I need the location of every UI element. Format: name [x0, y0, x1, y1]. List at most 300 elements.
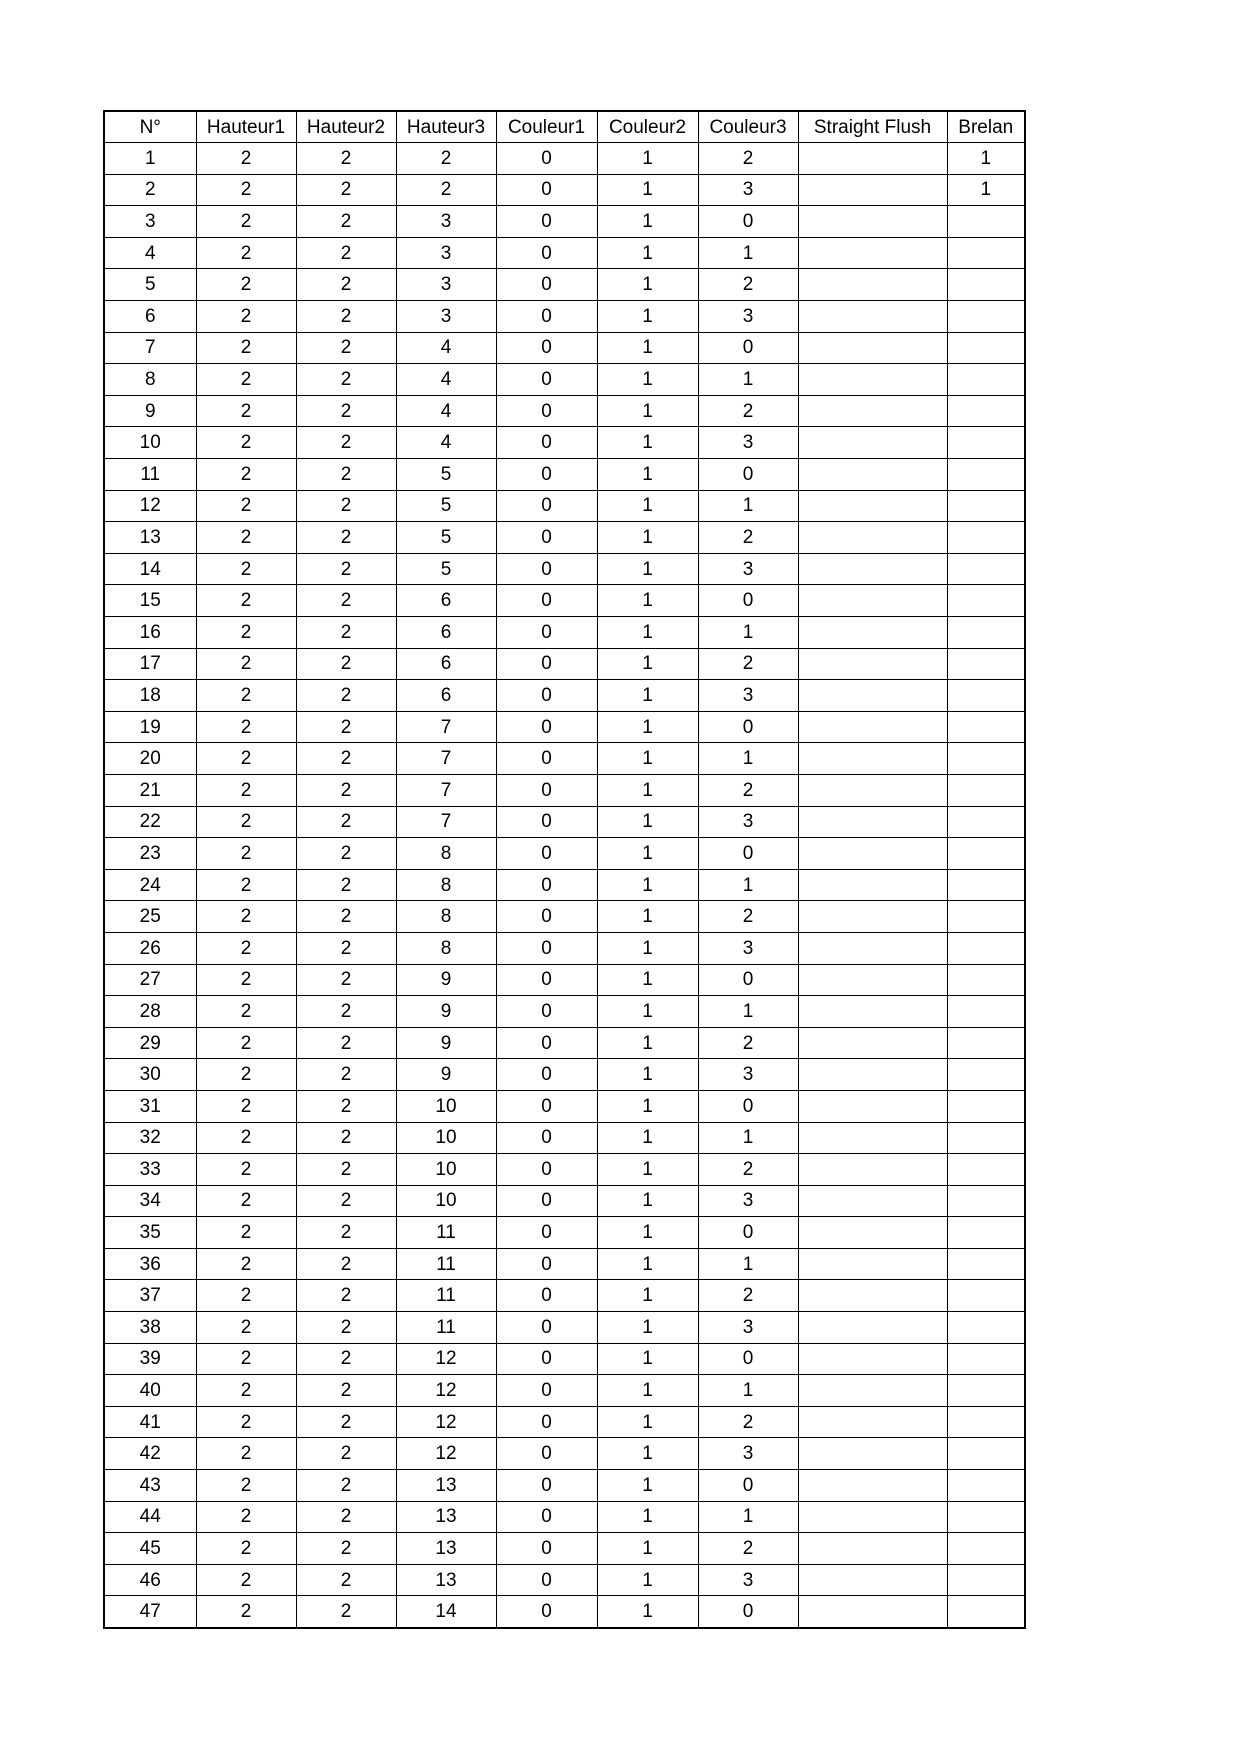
table-cell: 43 — [104, 1470, 196, 1502]
table-cell: 2 — [196, 364, 296, 396]
table-cell: 0 — [496, 1090, 597, 1122]
table-cell: 3 — [698, 1185, 798, 1217]
table-cell: 0 — [496, 206, 597, 238]
table-cell: 2 — [196, 1501, 296, 1533]
table-row — [104, 964, 1025, 996]
table-cell: 34 — [104, 1185, 196, 1217]
table-cell: 1 — [597, 143, 698, 175]
table-cell: 1 — [597, 427, 698, 459]
table-cell: 0 — [496, 364, 597, 396]
table-cell: 25 — [104, 901, 196, 933]
table-cell: 0 — [496, 553, 597, 585]
table-cell: 0 — [496, 1217, 597, 1249]
table-cell — [947, 1533, 1025, 1565]
table-cell — [798, 301, 947, 333]
table-cell: 1 — [597, 806, 698, 838]
table-cell: 4 — [396, 364, 496, 396]
table-cell — [947, 1217, 1025, 1249]
column-header: Couleur1 — [496, 111, 597, 143]
table-cell — [947, 522, 1025, 554]
table-cell: 2 — [196, 1217, 296, 1249]
table-cell: 0 — [496, 174, 597, 206]
table-cell: 2 — [196, 553, 296, 585]
table-cell: 27 — [104, 964, 196, 996]
table-body — [104, 143, 1025, 1628]
table-cell: 1 — [698, 1248, 798, 1280]
table-cell: 2 — [296, 395, 396, 427]
table-cell: 8 — [396, 901, 496, 933]
table-cell — [947, 932, 1025, 964]
table-cell: 0 — [496, 932, 597, 964]
table-cell — [798, 711, 947, 743]
table-cell — [798, 680, 947, 712]
table-cell: 2 — [296, 459, 396, 491]
table-cell: 2 — [296, 301, 396, 333]
table-cell — [947, 1122, 1025, 1154]
column-header: Hauteur3 — [396, 111, 496, 143]
table-row — [104, 585, 1025, 617]
table-cell — [947, 1501, 1025, 1533]
table-row — [104, 459, 1025, 491]
table-cell: 0 — [698, 1217, 798, 1249]
table-header-row — [104, 111, 1025, 143]
table-cell: 2 — [196, 1438, 296, 1470]
table-cell: 0 — [496, 237, 597, 269]
table-row — [104, 901, 1025, 933]
data-table — [103, 110, 1026, 1629]
table-cell: 3 — [698, 427, 798, 459]
table-cell: 0 — [496, 806, 597, 838]
table-cell: 1 — [597, 1533, 698, 1565]
table-cell: 8 — [396, 932, 496, 964]
table-cell: 0 — [698, 332, 798, 364]
table-cell: 16 — [104, 617, 196, 649]
table-cell: 1 — [597, 1027, 698, 1059]
table-cell: 2 — [698, 522, 798, 554]
table-cell — [798, 932, 947, 964]
table-cell — [947, 206, 1025, 238]
table-row — [104, 711, 1025, 743]
table-cell — [798, 617, 947, 649]
table-cell: 2 — [296, 522, 396, 554]
table-cell — [798, 174, 947, 206]
table-cell: 10 — [396, 1122, 496, 1154]
table-cell — [798, 901, 947, 933]
table-cell — [947, 427, 1025, 459]
table-cell: 1 — [698, 1122, 798, 1154]
table-cell: 2 — [296, 1122, 396, 1154]
table-cell: 1 — [597, 1470, 698, 1502]
table-cell: 1 — [597, 1375, 698, 1407]
table-cell: 0 — [698, 1090, 798, 1122]
table-cell — [798, 1185, 947, 1217]
table-cell: 0 — [496, 774, 597, 806]
table-cell: 2 — [196, 774, 296, 806]
table-cell: 0 — [496, 332, 597, 364]
table-cell: 3 — [396, 269, 496, 301]
table-cell — [947, 1090, 1025, 1122]
table-cell — [798, 996, 947, 1028]
table-cell: 1 — [597, 522, 698, 554]
table-cell — [798, 1248, 947, 1280]
table-cell — [947, 1438, 1025, 1470]
table-cell: 0 — [496, 1248, 597, 1280]
table-row — [104, 1470, 1025, 1502]
table-cell: 2 — [196, 395, 296, 427]
table-row — [104, 774, 1025, 806]
table-cell — [947, 1343, 1025, 1375]
table-cell: 30 — [104, 1059, 196, 1091]
table-row — [104, 1564, 1025, 1596]
table-cell: 1 — [597, 1154, 698, 1186]
table-cell: 2 — [196, 269, 296, 301]
table-cell: 2 — [296, 206, 396, 238]
table-cell: 0 — [698, 206, 798, 238]
table-cell: 2 — [196, 806, 296, 838]
table-cell: 0 — [496, 490, 597, 522]
table-cell: 2 — [396, 143, 496, 175]
table-cell: 11 — [104, 459, 196, 491]
table-cell: 1 — [597, 901, 698, 933]
table-row — [104, 743, 1025, 775]
table-cell: 17 — [104, 648, 196, 680]
table-cell: 2 — [296, 585, 396, 617]
table-cell: 1 — [597, 1406, 698, 1438]
table-cell: 2 — [698, 1533, 798, 1565]
table-cell — [947, 1375, 1025, 1407]
table-cell: 8 — [396, 869, 496, 901]
table-cell: 0 — [698, 459, 798, 491]
table-cell: 3 — [698, 806, 798, 838]
table-cell: 9 — [396, 964, 496, 996]
table-cell: 20 — [104, 743, 196, 775]
table-cell — [798, 395, 947, 427]
table-cell: 0 — [496, 743, 597, 775]
table-cell: 2 — [296, 237, 396, 269]
table-cell — [798, 1027, 947, 1059]
table-cell: 10 — [396, 1090, 496, 1122]
table-cell — [947, 395, 1025, 427]
table-cell: 45 — [104, 1533, 196, 1565]
table-cell: 3 — [698, 680, 798, 712]
table-cell — [798, 553, 947, 585]
table-cell: 2 — [196, 711, 296, 743]
table-cell: 2 — [296, 932, 396, 964]
table-cell — [798, 1312, 947, 1344]
table-cell: 1 — [597, 743, 698, 775]
table-cell: 2 — [296, 1090, 396, 1122]
table-cell: 2 — [196, 585, 296, 617]
table-cell: 1 — [597, 553, 698, 585]
table-cell: 0 — [698, 711, 798, 743]
table-cell — [798, 364, 947, 396]
table-cell: 0 — [496, 585, 597, 617]
table-cell: 12 — [396, 1438, 496, 1470]
table-cell — [947, 774, 1025, 806]
table-cell: 1 — [597, 838, 698, 870]
table-cell: 0 — [496, 1312, 597, 1344]
table-cell — [798, 838, 947, 870]
table-cell — [947, 901, 1025, 933]
table-cell — [947, 1185, 1025, 1217]
table-cell: 0 — [698, 1343, 798, 1375]
table-cell: 2 — [698, 395, 798, 427]
table-cell: 36 — [104, 1248, 196, 1280]
table-cell: 9 — [396, 1059, 496, 1091]
table-row — [104, 648, 1025, 680]
table-cell — [947, 1312, 1025, 1344]
table-cell — [947, 869, 1025, 901]
table-row — [104, 1248, 1025, 1280]
table-row — [104, 1122, 1025, 1154]
table-row — [104, 1027, 1025, 1059]
table-cell — [947, 585, 1025, 617]
table-cell: 2 — [296, 1185, 396, 1217]
column-header: Hauteur2 — [296, 111, 396, 143]
table-cell: 0 — [496, 838, 597, 870]
table-cell: 0 — [496, 901, 597, 933]
table-cell: 2 — [196, 427, 296, 459]
table-cell: 46 — [104, 1564, 196, 1596]
table-cell: 2 — [196, 617, 296, 649]
table-cell: 0 — [496, 680, 597, 712]
table-cell: 6 — [396, 680, 496, 712]
table-cell: 3 — [698, 1438, 798, 1470]
table-cell: 1 — [698, 490, 798, 522]
table-cell: 2 — [296, 806, 396, 838]
table-cell — [798, 522, 947, 554]
table-cell: 0 — [496, 1059, 597, 1091]
table-cell — [947, 459, 1025, 491]
table-cell: 2 — [296, 1406, 396, 1438]
table-cell: 31 — [104, 1090, 196, 1122]
table-cell: 2 — [196, 1564, 296, 1596]
table-cell: 2 — [196, 932, 296, 964]
table-cell: 24 — [104, 869, 196, 901]
table-cell: 2 — [196, 522, 296, 554]
table-cell — [798, 585, 947, 617]
table-cell: 2 — [396, 174, 496, 206]
table-cell: 2 — [196, 838, 296, 870]
table-cell — [947, 838, 1025, 870]
table-cell: 1 — [597, 490, 698, 522]
table-row — [104, 869, 1025, 901]
table-cell: 2 — [196, 1596, 296, 1628]
table-cell: 13 — [396, 1470, 496, 1502]
table-cell: 1 — [597, 237, 698, 269]
table-cell: 2 — [296, 1343, 396, 1375]
table-cell: 2 — [296, 838, 396, 870]
table-cell: 2 — [296, 1312, 396, 1344]
table-cell — [947, 680, 1025, 712]
table-cell: 1 — [597, 1248, 698, 1280]
table-cell: 0 — [698, 585, 798, 617]
table-cell: 1 — [597, 395, 698, 427]
table-cell — [947, 301, 1025, 333]
table-cell: 2 — [196, 1185, 296, 1217]
table-cell: 0 — [698, 838, 798, 870]
table-row — [104, 1406, 1025, 1438]
table-cell: 5 — [396, 459, 496, 491]
table-cell — [798, 1059, 947, 1091]
table-cell — [798, 869, 947, 901]
table-cell: 0 — [496, 301, 597, 333]
table-cell: 42 — [104, 1438, 196, 1470]
table-cell: 3 — [104, 206, 196, 238]
table-cell: 38 — [104, 1312, 196, 1344]
table-cell: 2 — [698, 143, 798, 175]
table-cell: 4 — [396, 395, 496, 427]
table-cell: 2 — [296, 1248, 396, 1280]
table-cell: 2 — [296, 364, 396, 396]
table-cell — [798, 1501, 947, 1533]
table-cell: 0 — [496, 1533, 597, 1565]
table-cell: 21 — [104, 774, 196, 806]
table-cell: 0 — [496, 459, 597, 491]
table-cell: 10 — [396, 1185, 496, 1217]
table-cell: 1 — [947, 143, 1025, 175]
table-cell: 0 — [496, 1154, 597, 1186]
table-cell: 2 — [296, 996, 396, 1028]
table-cell — [947, 1564, 1025, 1596]
table-cell: 2 — [196, 1248, 296, 1280]
table-cell: 40 — [104, 1375, 196, 1407]
table-cell: 2 — [296, 1438, 396, 1470]
table-cell: 0 — [496, 1375, 597, 1407]
table-cell — [947, 1406, 1025, 1438]
table-row — [104, 206, 1025, 238]
table-cell: 3 — [396, 301, 496, 333]
table-cell: 1 — [597, 648, 698, 680]
table-row — [104, 1596, 1025, 1628]
table-cell: 0 — [496, 1280, 597, 1312]
table-cell: 37 — [104, 1280, 196, 1312]
table-cell: 2 — [296, 1501, 396, 1533]
table-cell: 2 — [196, 743, 296, 775]
table-cell: 22 — [104, 806, 196, 838]
table-row — [104, 553, 1025, 585]
table-cell — [947, 490, 1025, 522]
table-row — [104, 1438, 1025, 1470]
table-cell: 0 — [496, 1343, 597, 1375]
table-cell — [947, 996, 1025, 1028]
table-cell: 1 — [597, 269, 698, 301]
table-cell: 2 — [296, 269, 396, 301]
table-cell — [947, 332, 1025, 364]
table-cell — [798, 1564, 947, 1596]
table-cell: 5 — [396, 553, 496, 585]
table-cell: 2 — [196, 1280, 296, 1312]
table-row — [104, 1185, 1025, 1217]
table-cell: 0 — [698, 964, 798, 996]
table-cell: 14 — [396, 1596, 496, 1628]
table-cell: 0 — [496, 711, 597, 743]
column-header: Hauteur1 — [196, 111, 296, 143]
table-cell: 2 — [296, 964, 396, 996]
table-cell: 2 — [296, 1280, 396, 1312]
table-cell: 2 — [196, 1122, 296, 1154]
table-cell: 2 — [296, 901, 396, 933]
table-cell — [798, 1343, 947, 1375]
table-cell — [798, 1596, 947, 1628]
table-row — [104, 1312, 1025, 1344]
table-row — [104, 301, 1025, 333]
table-cell: 1 — [698, 996, 798, 1028]
table-cell — [798, 143, 947, 175]
table-cell: 2 — [296, 1375, 396, 1407]
table-cell: 1 — [597, 1564, 698, 1596]
table-cell: 1 — [597, 332, 698, 364]
table-cell — [798, 1470, 947, 1502]
table-cell: 0 — [496, 1406, 597, 1438]
table-cell: 2 — [296, 1217, 396, 1249]
table-cell: 2 — [196, 1059, 296, 1091]
table-cell: 2 — [196, 964, 296, 996]
table-cell: 11 — [396, 1248, 496, 1280]
table-cell — [798, 1154, 947, 1186]
table-cell: 2 — [296, 1059, 396, 1091]
table-cell: 2 — [698, 648, 798, 680]
table-cell — [947, 1027, 1025, 1059]
table-cell: 1 — [597, 932, 698, 964]
table-row — [104, 395, 1025, 427]
table-cell: 0 — [496, 1438, 597, 1470]
table-cell: 14 — [104, 553, 196, 585]
table-cell: 1 — [597, 774, 698, 806]
table-cell: 2 — [296, 553, 396, 585]
table-cell: 0 — [496, 1564, 597, 1596]
table-cell: 2 — [698, 901, 798, 933]
table-cell: 1 — [698, 1375, 798, 1407]
table-cell: 4 — [396, 427, 496, 459]
table-cell: 2 — [296, 774, 396, 806]
table-cell — [798, 648, 947, 680]
table-cell: 12 — [396, 1375, 496, 1407]
table-cell: 35 — [104, 1217, 196, 1249]
column-header: Brelan — [947, 111, 1025, 143]
table-cell — [798, 1217, 947, 1249]
table-cell: 2 — [296, 1564, 396, 1596]
table-cell: 2 — [196, 1027, 296, 1059]
table-cell: 32 — [104, 1122, 196, 1154]
table-cell: 33 — [104, 1154, 196, 1186]
table-cell: 2 — [196, 490, 296, 522]
table-cell: 2 — [196, 1343, 296, 1375]
table-cell: 15 — [104, 585, 196, 617]
table-cell: 2 — [196, 459, 296, 491]
table-cell: 2 — [196, 996, 296, 1028]
table-cell: 2 — [196, 648, 296, 680]
table-cell: 13 — [104, 522, 196, 554]
table-cell: 13 — [396, 1533, 496, 1565]
table-cell: 1 — [698, 237, 798, 269]
table-cell: 0 — [496, 427, 597, 459]
table-cell: 2 — [296, 427, 396, 459]
table-cell — [798, 1438, 947, 1470]
table-cell: 1 — [597, 869, 698, 901]
table-cell: 0 — [496, 522, 597, 554]
table-cell: 1 — [597, 1122, 698, 1154]
table-cell: 5 — [396, 490, 496, 522]
table-cell: 2 — [296, 1470, 396, 1502]
column-header: Couleur3 — [698, 111, 798, 143]
table-cell: 47 — [104, 1596, 196, 1628]
table-cell — [947, 617, 1025, 649]
table-cell: 7 — [396, 711, 496, 743]
table-row — [104, 427, 1025, 459]
table-cell: 2 — [196, 901, 296, 933]
table-cell: 10 — [104, 427, 196, 459]
